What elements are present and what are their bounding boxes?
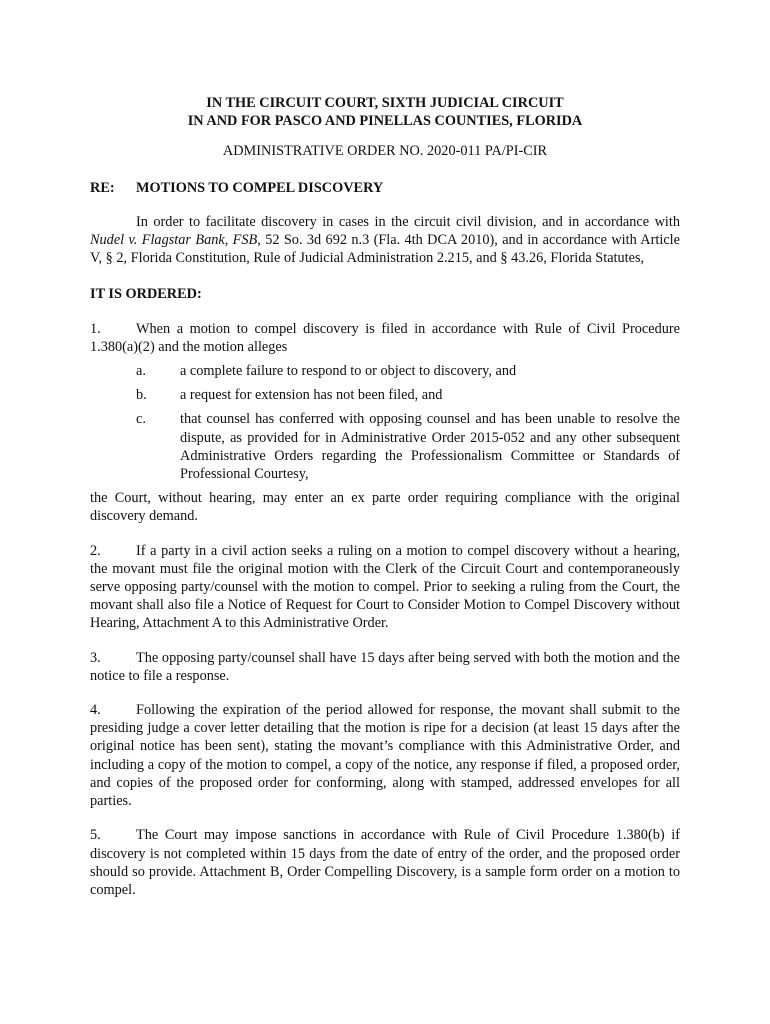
numbered-paragraph-2 (90, 542, 680, 633)
paragraph-number: 4. (90, 702, 101, 719)
paragraph-number: 1. (90, 320, 101, 337)
paragraph-number: 3. (90, 649, 101, 666)
sub-item-letter: c. (136, 411, 146, 428)
paragraph-number: 2. (90, 542, 101, 559)
list-item (90, 386, 680, 404)
sub-item-letter: b. (136, 387, 147, 404)
sub-item-text: a complete failure to respond to or object to discovery, and (180, 363, 517, 380)
court-heading-line-2: IN AND FOR PASCO AND PINELLAS COUNTIES, FLORIDA (187, 113, 583, 130)
re-subject: MOTIONS TO COMPEL DISCOVERY (136, 179, 384, 196)
numbered-paragraph-5 (90, 826, 680, 899)
paragraph-number: 5. (90, 827, 101, 844)
list-item (90, 362, 680, 380)
court-heading-line-1: IN THE CIRCUIT COURT, SIXTH JUDICIAL CIRCUIT (206, 95, 564, 111)
sub-item-list (90, 362, 680, 483)
intro-text-before-case: In order to facilitate discovery in cases in the circuit civil division, and in accordance with (136, 213, 680, 230)
paragraph-text: Following the expiration of the period allowed for response, the movant shall submit to the presiding judge a cover letter detailing that the motion is ripe for a decision (at least 15 days after the original notice has been sent), stating the movant’s compliance with this Administrative Order, and including a copy of the motion to compel, a copy of the notice, any response if filed, a proposed order, and copies of the proposed order for conforming, along with stamped, addressed envelopes for all parties. (90, 702, 680, 810)
ordered-heading: IT IS ORDERED: (90, 286, 202, 303)
sub-item-text: that counsel has conferred with opposing counsel and has been unable to resolve the dispute, as provided for in Administrative Order 2015-052 and any other subsequent Administrative Orders regarding the Professionalism Committee or Standards of Professional Courtesy, (180, 411, 680, 483)
paragraph-text: The Court may impose sanctions in accordance with Rule of Civil Procedure 1.380(b) if discovery is not completed within 15 days from the date of entry of the order, and the proposed order should so provide. Attachment B, Order Compelling Discovery, is a sample form order on a motion to compel. (90, 827, 680, 898)
paragraph-1-conclusion: the Court, without hearing, may enter an ex parte order requiring compliance with the original discovery demand. (90, 490, 680, 525)
sub-item-letter: a. (136, 363, 146, 380)
list-item (90, 410, 680, 483)
paragraph-text: When a motion to compel discovery is filed in accordance with Rule of Civil Procedure 1.380(a)(2) and the motion alleges (90, 320, 680, 355)
numbered-paragraph-1 (90, 320, 680, 356)
intro-paragraph (90, 213, 680, 268)
re-label: RE: (90, 179, 115, 196)
numbered-paragraph-3 (90, 649, 680, 685)
paragraph-text: The opposing party/counsel shall have 15 days after being served with both the motion and the notice to file a response. (90, 649, 680, 684)
intro-case-name: Nudel v. Flagstar Bank, FSB (90, 232, 258, 249)
administrative-order-number: ADMINISTRATIVE ORDER NO. 2020-011 PA/PI-CIR (222, 143, 548, 160)
re-line (90, 179, 680, 197)
paragraph-text: If a party in a civil action seeks a ruling on a motion to compel discovery without a hearing, the movant must file the original motion with the Clerk of the Circuit Court and contemporaneously serve opposing party/counsel with the motion to compel. Prior to seeking a ruling from the Court, the movant shall also file a Notice of Request for Court to Consider Motion to Compel Discovery without Hearing, Attachment A to this Administrative Order. (90, 542, 680, 632)
document-body (90, 94, 680, 899)
sub-item-text: a request for extension has not been filed, and (180, 387, 443, 404)
intro-text-after-case: , 52 So. 3d 692 n.3 (Fla. 4th DCA 2010), and in accordance with Article V, § 2, Florida Constitution, Rule of Judicial Administration 2.215, and § 43.26, Florida Statutes, (90, 232, 681, 267)
numbered-paragraph-4 (90, 701, 680, 810)
